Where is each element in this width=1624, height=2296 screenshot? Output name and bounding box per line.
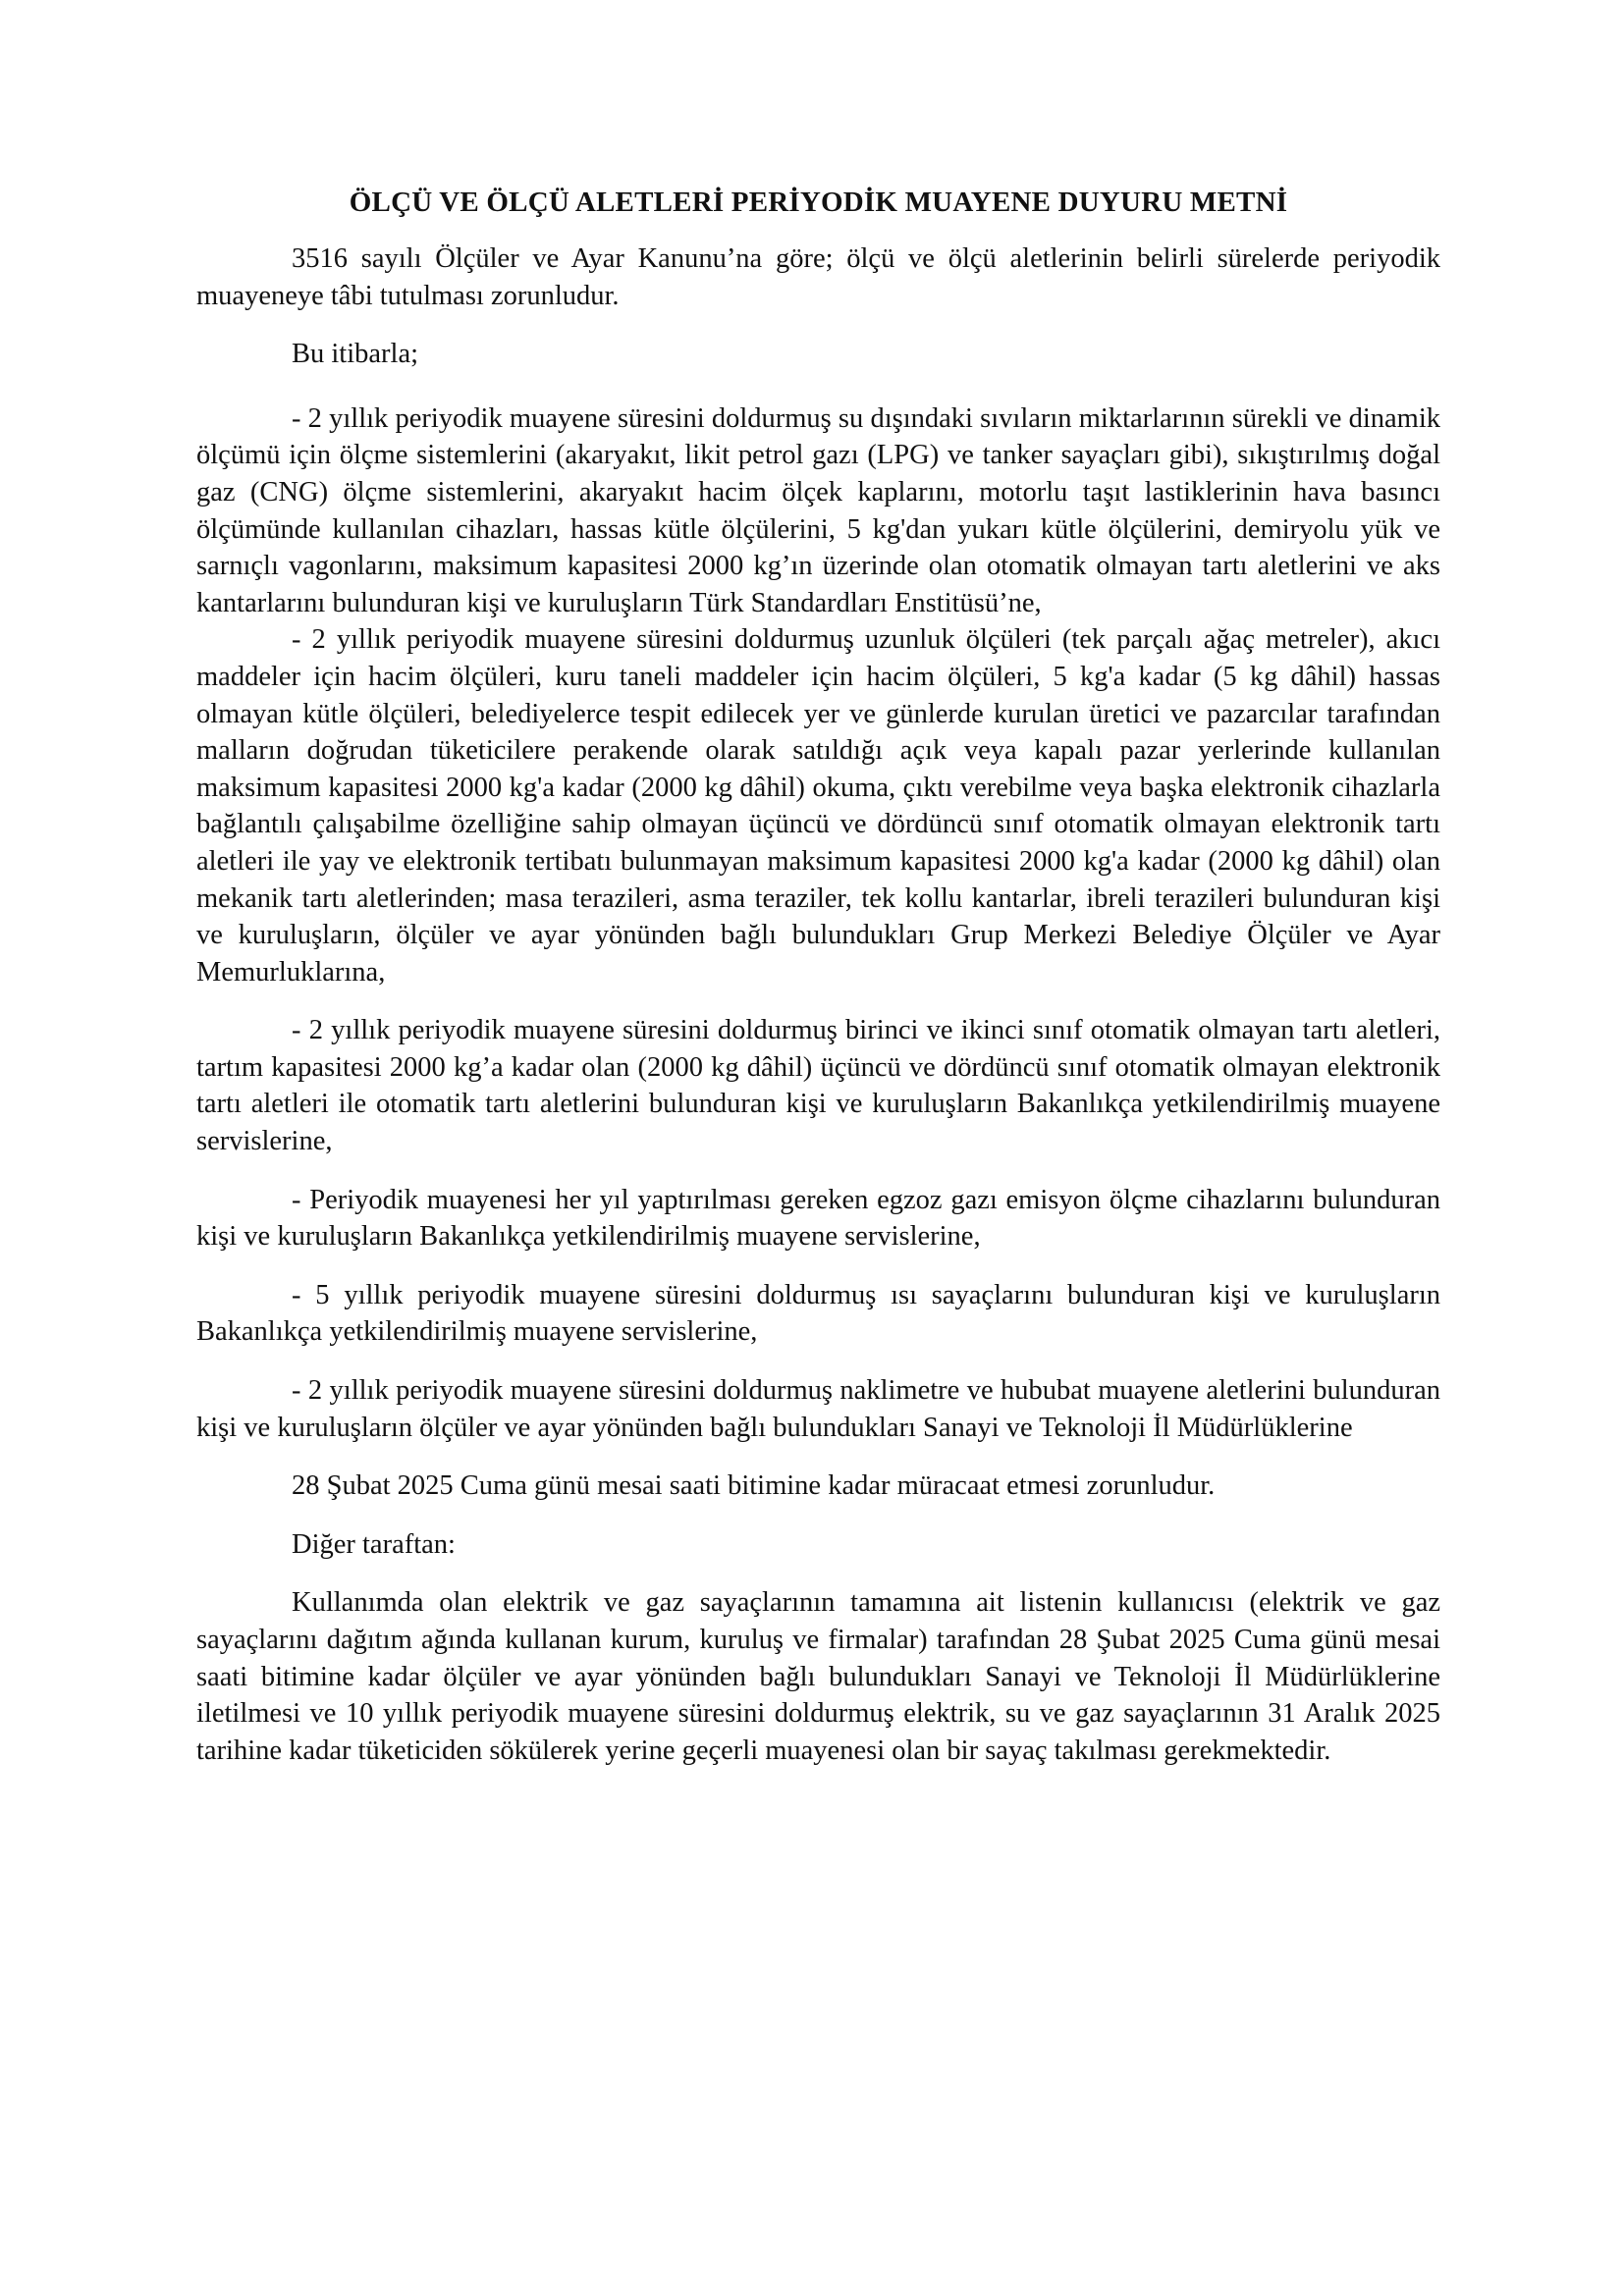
list-item-tarti-aletleri: - 2 yıllık periyodik muayene süresini doldurmuş birinci ve ikinci sınıf otomatik olmayan tartı aletleri, tartım kapasitesi 2000 kg’a kadar olan (2000 kg dâhil) üçüncü ve dördüncü sınıf otomatik olmayan elektronik tartı aletleri ile otomatik tartı aletlerini bulunduran kişi ve kuruluşların Bakanlıkça yetkilendirilmiş muayene servislerine, bbox=[196, 1015, 1440, 1157]
deadline-paragraph: 28 Şubat 2025 Cuma günü mesai saati bitimine kadar müracaat etmesi zorunludur. bbox=[292, 1470, 1216, 1502]
document-title: ÖLÇÜ VE ÖLÇÜ ALETLERİ PERİYODİK MUAYENE DUYURU METNİ bbox=[349, 187, 1288, 218]
list-item-belediye: - 2 yıllık periyodik muayene süresini doldurmuş uzunluk ölçüleri (tek parçalı ağaç metreler), akıcı maddeler için hacim ölçüleri, kuru taneli maddeler için hacim ölçüleri, 5 kg'a kadar (5 kg dâhil) hassas olmayan kütle ölçüleri, belediyelerce tespit edilecek yer ve günlerde kurulan üretici ve pazarcılar tarafından malların doğrudan tüketicilere perakende olarak satıldığı açık veya kapalı pazar yerlerinde kullanılan maksimum kapasitesi 2000 kg'a kadar (2000 kg dâhil) okuma, çıktı verebilme veya başka elektronik cihazlarla bağlantılı çalışabilme özelliğine sahip olmayan üçüncü ve dördüncü sınıf otomatik olmayan elektronik tartı aletleri ile yay ve elektronik tertibatı bulunmayan maksimum kapasitesi 2000 kg'a kadar (2000 kg dâhil) olan mekanik tartı aletlerinden; masa terazileri, asma teraziler, tek kollu kantarlar, ibreli terazileri bulunduran kişi ve kuruluşların, ölçüler ve ayar yönünden bağlı bulundukları Grup Merkezi Belediye Ölçüler ve Ayar Memurluklarına, bbox=[196, 624, 1440, 988]
closing-paragraph: Kullanımda olan elektrik ve gaz sayaçlarının tamamına ait listenin kullanıcısı (elektrik ve gaz sayaçlarını dağıtım ağında kullanan kurum, kuruluş ve firmalar) tarafından 28 Şubat 2025 Cuma günü mesai saati bitimine kadar ölçüler ve ayar yönünden bağlı bulundukları Sanayi ve Teknoloji İl Müdürlüklerine iletilmesi ve 10 yıllık periyodik muayene süresini doldurmuş elektrik, su ve gaz sayaçlarının 31 Aralık 2025 tarihine kadar tüketiciden sökülerek yerine geçerli muayenesi olan bir sayaç takılması gerekmektedir. bbox=[196, 1587, 1440, 1766]
list-item-tse: - 2 yıllık periyodik muayene süresini doldurmuş su dışındaki sıvıların miktarlarının sürekli ve dinamik ölçümü için ölçme sistemlerini (akaryakıt, likit petrol gazı (LPG) ve tanker sayaçları gibi), sıkıştırılmış doğal gaz (CNG) ölçme sistemlerini, akaryakıt hacim ölçek kaplarını, motorlu taşıt lastiklerinin hava basıncı ölçümünde kullanılan cihazları, hassas kütle ölçülerini, 5 kg'dan yukarı kütle ölçülerini, demiryolu yük ve sarnıçlı vagonlarını, maksimum kapasitesi 2000 kg’ın üzerinde olan otomatik olmayan tartı aletlerini ve aks kantarlarını bulunduran kişi ve kuruluşların Türk Standardları Enstitüsü’ne, bbox=[196, 402, 1440, 618]
diger-taraftan-paragraph: Diğer taraftan: bbox=[292, 1528, 456, 1560]
list-item-isi-sayaclari: - 5 yıllık periyodik muayene süresini doldurmuş ısı sayaçlarını bulunduran kişi ve kuruluşların Bakanlıkça yetkilendirilmiş muayene servislerine, bbox=[196, 1279, 1440, 1348]
document-page bbox=[196, 185, 1440, 1769]
list-item-egzoz: - Periyodik muayenesi her yıl yaptırılması gereken egzoz gazı emisyon ölçme cihazlarını bulunduran kişi ve kuruluşların Bakanlıkça yetkilendirilmiş muayene servislerine, bbox=[196, 1184, 1440, 1253]
list-item-naklimetre: - 2 yıllık periyodik muayene süresini doldurmuş naklimetre ve hububat muayene aletlerini bulunduran kişi ve kuruluşların ölçüler ve ayar yönünden bağlı bulundukları Sanayi ve Teknoloji İl Müdürlüklerine bbox=[196, 1375, 1440, 1443]
bu-itibarla-paragraph: Bu itibarla; bbox=[292, 339, 419, 370]
intro-paragraph: 3516 sayılı Ölçüler ve Ayar Kanunu’na göre; ölçü ve ölçü aletlerinin belirli sürelerde periyodik muayeneye tâbi tutulması zorunludur. bbox=[196, 243, 1440, 311]
